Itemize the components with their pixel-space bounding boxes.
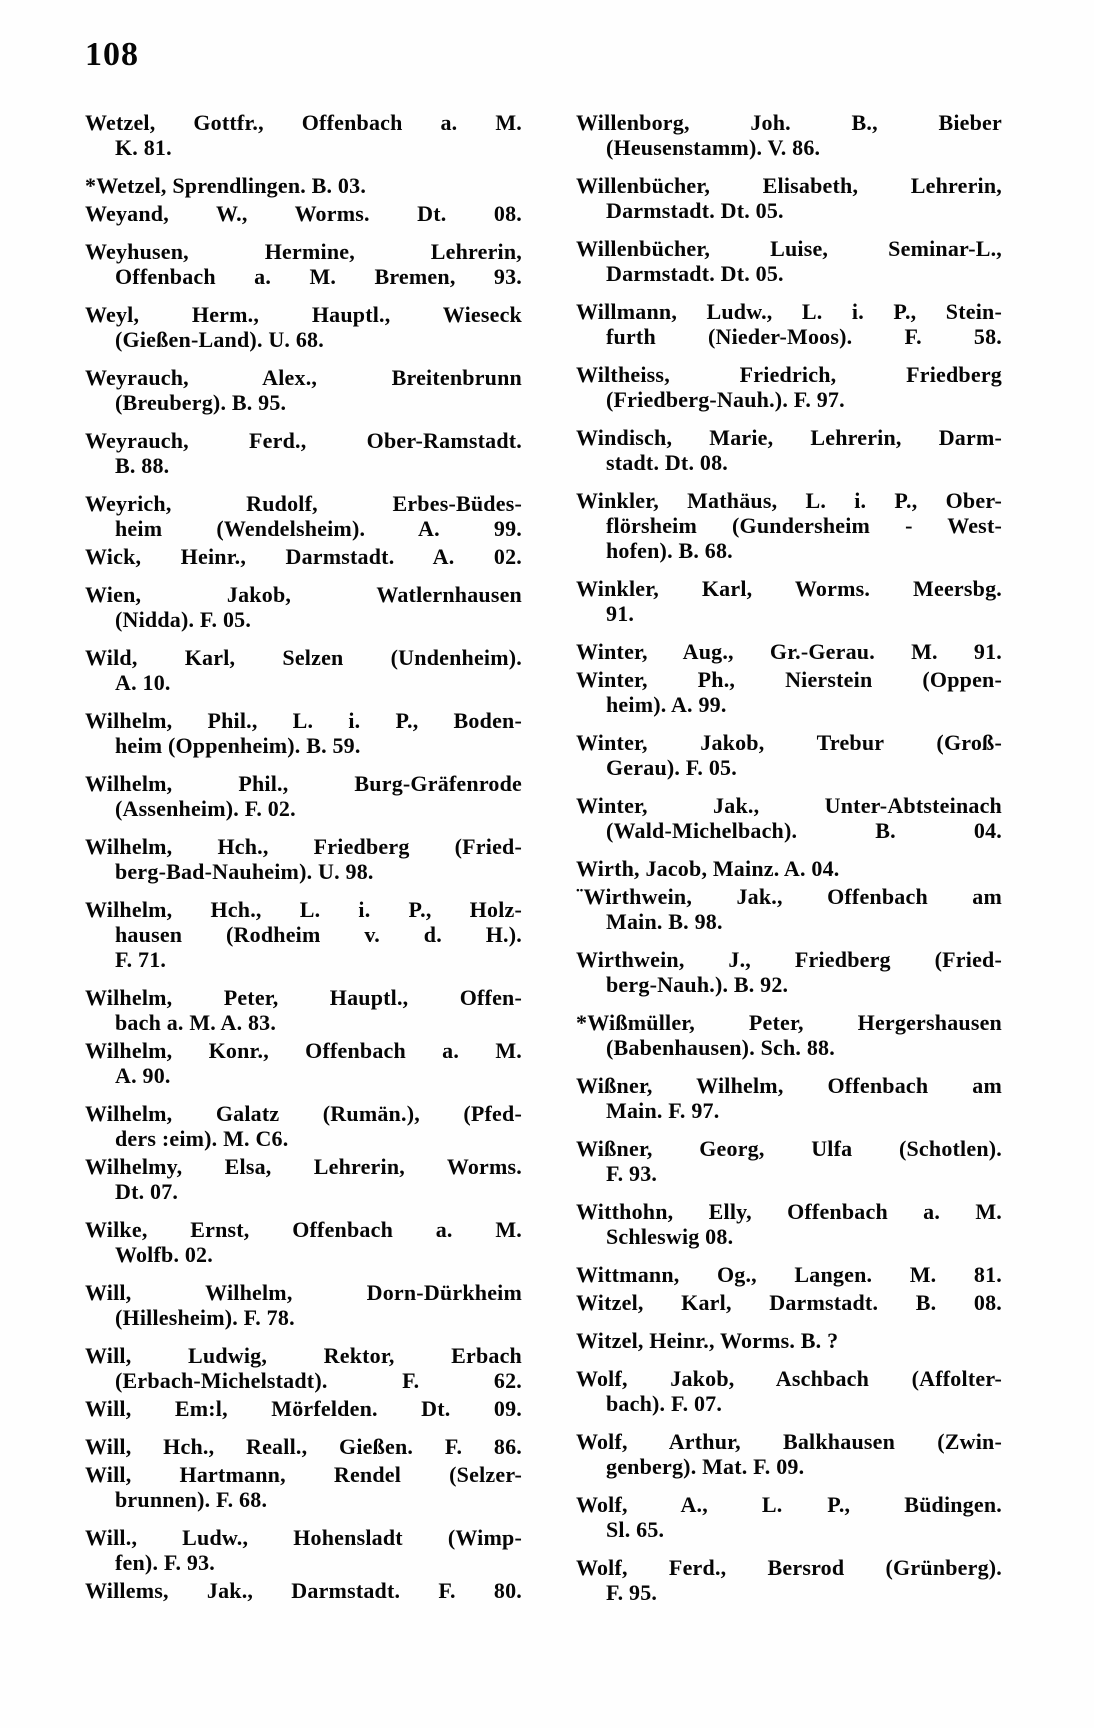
directory-entry: [576, 639, 1002, 664]
entry-line: Will, Ludwig, Rektor, Erbach: [85, 1343, 522, 1368]
entry-line: Witzel, Heinr., Worms. B. ?: [576, 1328, 839, 1353]
entry-line: Wißner, Georg, Ulfa (Schotlen).: [576, 1136, 1002, 1161]
directory-entry: [85, 173, 522, 198]
entry-line: Wolf, Arthur, Balkhausen (Zwin-: [576, 1429, 1002, 1454]
entry-line: F. 93.: [606, 1161, 658, 1186]
entry-line: berg-Bad-Nauheim). U. 98.: [115, 859, 374, 884]
entry-line: furth (Nieder-Moos). F. 58.: [606, 324, 1002, 349]
directory-entry: [85, 771, 522, 821]
directory-entry: [85, 1038, 522, 1088]
entry-line: (Hillesheim). F. 78.: [115, 1305, 295, 1330]
entry-line: (Friedberg-Nauh.). F. 97.: [606, 387, 845, 412]
directory-entry: [85, 1343, 522, 1393]
entry-line: Wilhelmy, Elsa, Lehrerin, Worms.: [85, 1154, 522, 1179]
directory-entry: [85, 582, 522, 632]
directory-entry: [85, 544, 522, 569]
entry-line: Willenborg, Joh. B., Bieber: [576, 110, 1002, 135]
directory-entry: [576, 576, 1002, 626]
entry-line: Weyrauch, Ferd., Ober-Ramstadt.: [85, 428, 522, 453]
entry-line: Main. B. 98.: [606, 909, 723, 934]
entry-line: Willenbücher, Elisabeth, Lehrerin,: [576, 173, 1002, 198]
entry-line: Darmstadt. Dt. 05.: [606, 261, 784, 286]
entry-line: Wetzel, Gottfr., Offenbach a. M.: [85, 110, 522, 135]
directory-entry: [576, 1262, 1002, 1287]
entry-line: Wolf, Jakob, Aschbach (Affolter-: [576, 1366, 1002, 1391]
directory-entry: [576, 1429, 1002, 1479]
entry-line: stadt. Dt. 08.: [606, 450, 728, 475]
directory-entry: [576, 1010, 1002, 1060]
directory-entry: [85, 1154, 522, 1204]
entry-line: ders :eim). M. C6.: [115, 1126, 289, 1151]
directory-entry: [85, 708, 522, 758]
entry-line: (Breuberg). B. 95.: [115, 390, 287, 415]
page-number: 108: [85, 36, 139, 73]
directory-entry: [576, 730, 1002, 780]
directory-entry: [85, 1217, 522, 1267]
directory-entry: [576, 1328, 1002, 1353]
entry-line: Darmstadt. Dt. 05.: [606, 198, 784, 223]
directory-entry: [576, 667, 1002, 717]
entry-line: fen). F. 93.: [115, 1550, 215, 1575]
entry-line: Wirth, Jacob, Mainz. A. 04.: [576, 856, 840, 881]
entry-line: Winkler, Karl, Worms. Meersbg.: [576, 576, 1002, 601]
entry-line: Winter, Aug., Gr.-Gerau. M. 91.: [576, 639, 1002, 664]
entry-line: Winter, Jak., Unter-Abtsteinach: [576, 793, 1002, 818]
directory-entry: [576, 362, 1002, 412]
entry-line: K. 81.: [115, 135, 172, 160]
directory-entry: [576, 1199, 1002, 1249]
directory-entry: [85, 110, 522, 160]
entry-line: hausen (Rodheim v. d. H.).: [115, 922, 522, 947]
entry-line: Wilhelm, Hch., Friedberg (Fried-: [85, 834, 522, 859]
entry-line: (Wald-Michelbach). B. 04.: [606, 818, 1002, 843]
entry-line: Wißner, Wilhelm, Offenbach am: [576, 1073, 1002, 1098]
directory-entry: [85, 201, 522, 226]
entry-line: Winter, Ph., Nierstein (Oppen-: [576, 667, 1002, 692]
entry-line: *Wetzel, Sprendlingen. B. 03.: [85, 173, 367, 198]
directory-entry: [576, 1366, 1002, 1416]
entry-line: (Assenheim). F. 02.: [115, 796, 296, 821]
directory-entry: [576, 1073, 1002, 1123]
directory-entry: [85, 1396, 522, 1421]
directory-entry: [85, 834, 522, 884]
entry-line: Weyand, W., Worms. Dt. 08.: [85, 201, 522, 226]
directory-entry: [576, 488, 1002, 563]
entry-line: Wick, Heinr., Darmstadt. A. 02.: [85, 544, 522, 569]
directory-entry: [576, 173, 1002, 223]
entry-line: Willenbücher, Luise, Seminar-L.,: [576, 236, 1002, 261]
column-left: [85, 110, 522, 1603]
entry-line: Wiltheiss, Friedrich, Friedberg: [576, 362, 1002, 387]
entry-line: Winkler, Mathäus, L. i. P., Ober-: [576, 488, 1002, 513]
entry-line: Wilke, Ernst, Offenbach a. M.: [85, 1217, 522, 1242]
entry-line: *Wißmüller, Peter, Hergershausen: [576, 1010, 1002, 1035]
directory-entry: [85, 491, 522, 541]
entry-line: Witthohn, Elly, Offenbach a. M.: [576, 1199, 1002, 1224]
directory-entry: [576, 1136, 1002, 1186]
entry-line: Schleswig 08.: [606, 1224, 734, 1249]
entry-line: brunnen). F. 68.: [115, 1487, 268, 1512]
entry-line: Wolf, Ferd., Bersrod (Grünberg).: [576, 1555, 1002, 1580]
directory-entry: [576, 884, 1002, 934]
entry-line: Will, Wilhelm, Dorn-Dürkheim: [85, 1280, 522, 1305]
directory-entry: [85, 1578, 522, 1603]
directory-entry: [85, 428, 522, 478]
entry-line: Will, Em:l, Mörfelden. Dt. 09.: [85, 1396, 522, 1421]
entry-line: bach a. M. A. 83.: [115, 1010, 277, 1035]
entry-line: Wilhelm, Hch., L. i. P., Holz-: [85, 897, 522, 922]
entry-line: F. 71.: [115, 947, 167, 972]
directory-entry: [576, 1290, 1002, 1315]
directory-entry: [576, 793, 1002, 843]
directory-entry: [85, 302, 522, 352]
directory-entry: [576, 299, 1002, 349]
entry-line: A. 90.: [115, 1063, 171, 1088]
entry-line: (Heusenstamm). V. 86.: [606, 135, 821, 160]
entry-line: ¨Wirthwein, Jak., Offenbach am: [576, 884, 1002, 909]
entry-line: (Nidda). F. 05.: [115, 607, 252, 632]
entry-line: B. 88.: [115, 453, 170, 478]
directory-entry: [576, 1492, 1002, 1542]
entry-line: Wilhelm, Galatz (Rumän.), (Pfed-: [85, 1101, 522, 1126]
entry-line: Wien, Jakob, Watlernhausen: [85, 582, 522, 607]
entry-line: A. 10.: [115, 670, 171, 695]
entry-line: Willmann, Ludw., L. i. P., Stein-: [576, 299, 1002, 324]
entry-line: Wirthwein, J., Friedberg (Fried-: [576, 947, 1002, 972]
directory-entry: [576, 1555, 1002, 1605]
entry-line: Will, Hch., Reall., Gießen. F. 86.: [85, 1434, 522, 1459]
directory-entry: [85, 897, 522, 972]
entry-line: Winter, Jakob, Trebur (Groß-: [576, 730, 1002, 755]
directory-entry: [85, 1101, 522, 1151]
entry-line: Main. F. 97.: [606, 1098, 720, 1123]
entry-line: (Gießen-Land). U. 68.: [115, 327, 324, 352]
entry-line: Will., Ludw., Hohensladt (Wimp-: [85, 1525, 522, 1550]
entry-line: Wild, Karl, Selzen (Undenheim).: [85, 645, 522, 670]
directory-entry: [85, 365, 522, 415]
directory-entry: [85, 1280, 522, 1330]
directory-entry: [576, 236, 1002, 286]
entry-line: flörsheim (Gundersheim - West-: [606, 513, 1002, 538]
entry-line: (Erbach-Michelstadt). F. 62.: [115, 1368, 522, 1393]
entry-line: hofen). B. 68.: [606, 538, 733, 563]
directory-entry: [85, 1462, 522, 1512]
entry-line: Wilhelm, Phil., Burg-Gräfenrode: [85, 771, 522, 796]
directory-entry: [85, 985, 522, 1035]
entry-line: heim (Oppenheim). B. 59.: [115, 733, 361, 758]
directory-entry: [576, 856, 1002, 881]
entry-line: Offenbach a. M. Bremen, 93.: [115, 264, 522, 289]
entry-line: Wolf, A., L. P., Büdingen.: [576, 1492, 1002, 1517]
entry-line: (Babenhausen). Sch. 88.: [606, 1035, 835, 1060]
column-right: [576, 110, 1002, 1605]
entry-line: Sl. 65.: [606, 1517, 665, 1542]
entry-line: Weyhusen, Hermine, Lehrerin,: [85, 239, 522, 264]
entry-line: Wittmann, Og., Langen. M. 81.: [576, 1262, 1002, 1287]
entry-line: berg-Nauh.). B. 92.: [606, 972, 789, 997]
directory-entry: [576, 425, 1002, 475]
directory-entry: [85, 1525, 522, 1575]
entry-line: Weyl, Herm., Hauptl., Wieseck: [85, 302, 522, 327]
entry-line: Wilhelm, Konr., Offenbach a. M.: [85, 1038, 522, 1063]
directory-entry: [576, 947, 1002, 997]
entry-line: Witzel, Karl, Darmstadt. B. 08.: [576, 1290, 1002, 1315]
entry-line: Weyrich, Rudolf, Erbes-Büdes-: [85, 491, 522, 516]
entry-line: Weyrauch, Alex., Breitenbrunn: [85, 365, 522, 390]
entry-line: genberg). Mat. F. 09.: [606, 1454, 805, 1479]
entry-line: Windisch, Marie, Lehrerin, Darm-: [576, 425, 1002, 450]
entry-line: Dt. 07.: [115, 1179, 179, 1204]
entry-line: Wilhelm, Phil., L. i. P., Boden-: [85, 708, 522, 733]
entry-line: bach). F. 07.: [606, 1391, 723, 1416]
entry-line: Gerau). F. 05.: [606, 755, 737, 780]
directory-entry: [85, 645, 522, 695]
entry-line: F. 95.: [606, 1580, 658, 1605]
entry-line: heim (Wendelsheim). A. 99.: [115, 516, 522, 541]
entry-line: Will, Hartmann, Rendel (Selzer-: [85, 1462, 522, 1487]
directory-entry: [85, 1434, 522, 1459]
directory-entry: [85, 239, 522, 289]
entry-line: heim). A. 99.: [606, 692, 727, 717]
directory-entry: [576, 110, 1002, 160]
entry-line: 91.: [606, 601, 635, 626]
entry-line: Willems, Jak., Darmstadt. F. 80.: [85, 1578, 522, 1603]
entry-line: Wolfb. 02.: [115, 1242, 213, 1267]
entry-line: Wilhelm, Peter, Hauptl., Offen-: [85, 985, 522, 1010]
